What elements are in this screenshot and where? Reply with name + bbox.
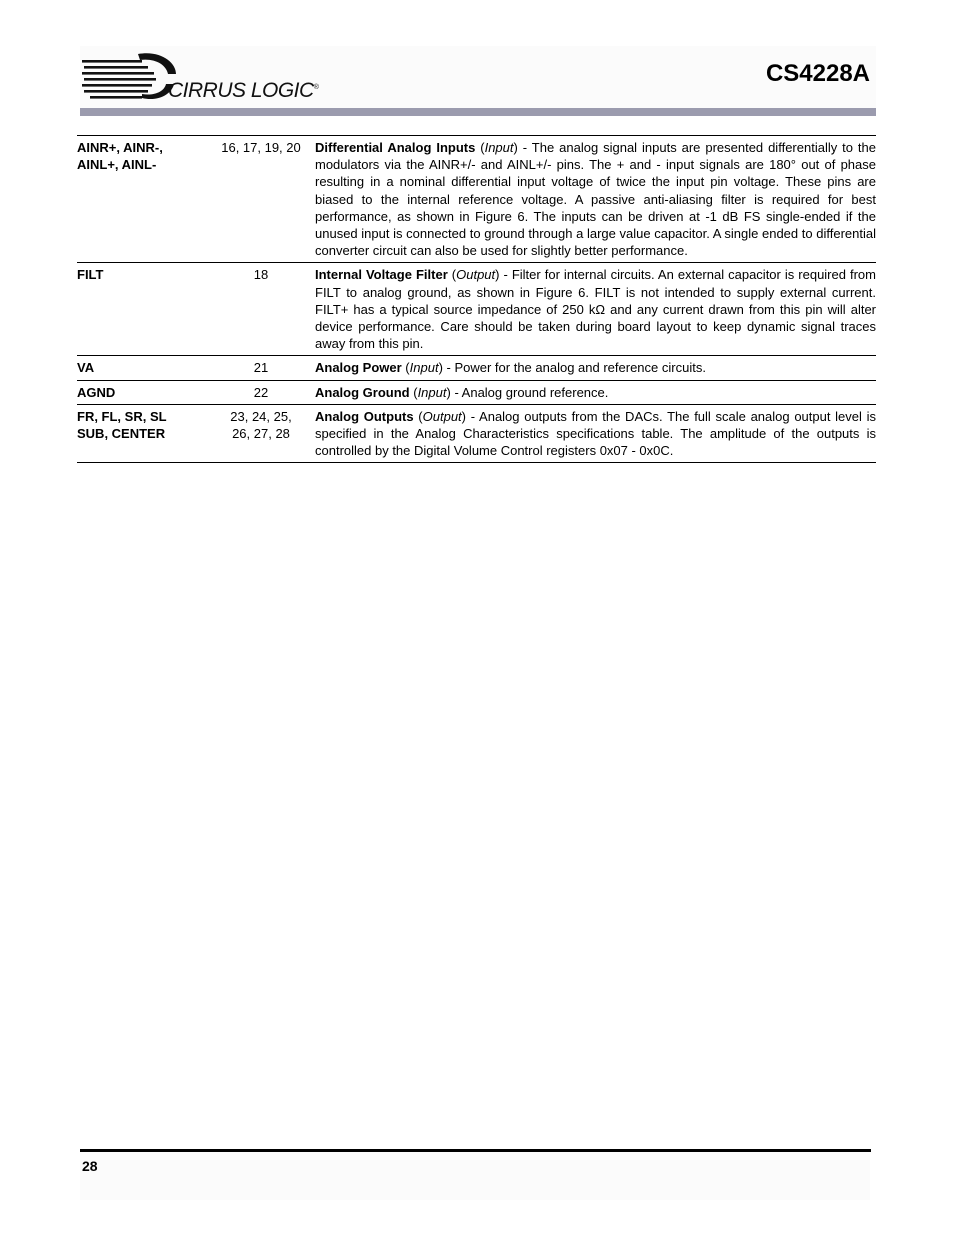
pin-description-text: - Analog ground reference. — [450, 384, 609, 400]
pin-number-line: 16, 17, 19, 20 — [221, 140, 301, 155]
pin-number-cell — [207, 136, 315, 263]
pin-direction: Input — [417, 384, 447, 400]
document-title: CS4228A — [765, 60, 870, 87]
pin-name-line: SUB, CENTER — [77, 426, 166, 442]
pin-description-cell: Internal Voltage Filter (Output) - Filter for internal circuits. An external capacitor is required from FILT to analog ground, as shown in Figure 6. FILT is not intended to supply external current. FILT+ has a typical source impedance of 250 kΩ and any current drawn from this pin will alter device performance. Care should be taken during board layout to keep dynamic signal traces away from this pin. — [315, 263, 876, 356]
pin-description-text: - The analog signal inputs are presented differentially to the modulators via the AINR+/- and AINL+/- pins. The + and - input signals are 180° out of phase resulting in a nominal differential input voltage of twice the input pin voltage. These pins are biased to the internal reference voltage. A passive anti-aliasing filter is required for best performance, as shown in Figure 6. The inputs can be driven at -1 dB FS single-ended if the unused input is connected to ground through a large value capacitor. A single ended to differential converter circuit can also be used for slightly better performance. — [315, 140, 876, 259]
pin-function-label: Analog Ground — [315, 384, 410, 400]
pin-function-label: Differential Analog Inputs — [315, 140, 476, 155]
pin-function-label: Analog Power — [315, 360, 402, 376]
pin-direction: Input — [484, 140, 514, 155]
footer-band — [80, 1152, 870, 1200]
pin-description-cell: Analog Power (Input) - Power for the analog and reference circuits. — [315, 356, 876, 380]
pin-name-line: AINL+, AINL- — [77, 157, 157, 173]
registered-mark: ® — [313, 84, 319, 91]
table-row — [77, 380, 876, 404]
pin-number-line: 26, 27, 28 — [232, 426, 290, 442]
pin-description-cell: Analog Outputs (Output) - Analog outputs from the DACs. The full scale analog output level is specified in the Analog Characteristics specifications table. The amplitude of the outputs is controlled by the Digital Volume Control registers 0x07 - 0x0C. — [315, 404, 876, 463]
table-row — [77, 263, 876, 356]
logo-wordmark — [168, 79, 318, 103]
pin-name-cell — [77, 404, 207, 463]
pin-number-cell — [207, 356, 315, 380]
pin-description-table — [77, 135, 876, 463]
pin-number-cell — [207, 263, 315, 356]
pin-function-label: Analog Outputs — [315, 408, 414, 424]
pin-description-cell: Analog Ground (Input) - Analog ground reference. — [315, 380, 876, 404]
pin-description-text: - Analog outputs from the DACs. The full scale analog output level is specified in the Analog Characteristics specifications table. The amplitude of the outputs is controlled by the Digital Volume Control registers 0x07 - 0x0C. — [315, 408, 876, 459]
pin-description-text: - Power for the analog and reference circuits. — [442, 360, 706, 376]
pin-direction: Input — [409, 360, 439, 376]
pin-name-line: FILT — [77, 267, 104, 283]
pin-name-line: FR, FL, SR, SL — [77, 408, 167, 424]
page-number: 28 — [82, 1158, 98, 1174]
pin-name-cell — [77, 380, 207, 404]
footer-rule — [80, 1149, 871, 1152]
pin-name-line: AINR+, AINR-, — [77, 140, 163, 155]
pin-number-line: 22 — [253, 384, 269, 400]
pin-name-cell — [77, 356, 207, 380]
pin-number-line: 18 — [253, 267, 269, 283]
pin-name-line: VA — [77, 360, 95, 376]
table-row — [77, 404, 876, 463]
pin-direction: Output — [422, 408, 462, 424]
header-rule — [80, 108, 876, 116]
pin-description-text: - Filter for internal circuits. An external capacitor is required from FILT to analog ground, as shown in Figure 6. FILT is not intended to supply external current. FILT+ has a typical source impedance of 250 kΩ and any current drawn from this pin will alter device performance. Care should be taken during board layout to keep dynamic signal traces away from this pin. — [315, 267, 876, 352]
pin-number-line: 23, 24, 25, — [230, 408, 292, 424]
pin-number-cell — [207, 404, 315, 463]
table-row — [77, 356, 876, 380]
pin-function-label: Internal Voltage Filter — [315, 267, 448, 283]
pin-number-cell — [207, 380, 315, 404]
pin-name-cell — [77, 136, 207, 263]
logo-text: CIRRUS LOGIC — [168, 79, 314, 102]
pin-direction: Output — [456, 267, 496, 283]
pin-name-cell — [77, 263, 207, 356]
pin-description-cell: Differential Analog Inputs (Input) - The analog signal inputs are presented differentially to the modulators via the AINR+/- and AINL+/- pins. The + and - input signals are 180° out of phase resulting in a nominal differential input voltage of twice the input pin voltage. These pins are biased to the internal reference voltage. A passive anti-aliasing filter is required for best performance, as shown in Figure 6. The inputs can be driven at -1 dB FS single-ended if the unused input is connected to ground through a large value capacitor. A single ended to differential converter circuit can also be used for slightly better performance. — [315, 136, 876, 263]
pin-number-line: 21 — [253, 360, 269, 376]
pin-name-line: AGND — [77, 384, 116, 400]
table-row — [77, 136, 876, 263]
